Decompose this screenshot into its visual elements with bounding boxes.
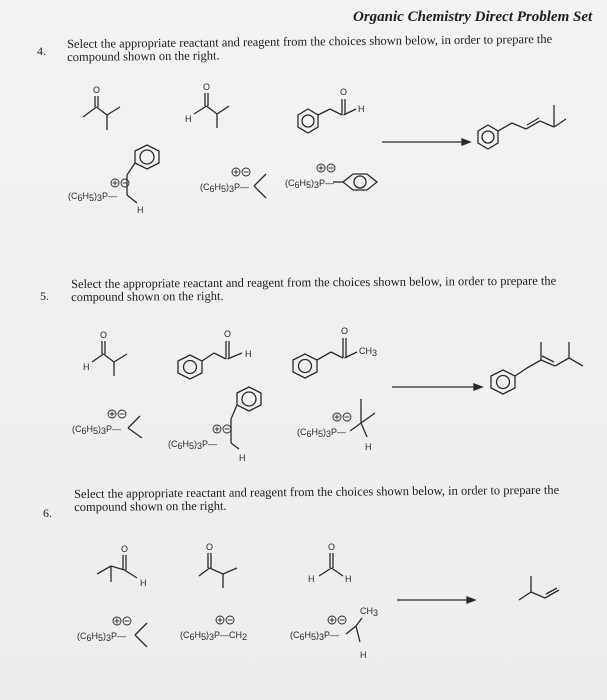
- triphenylphosphonium-label: (C6H5)3P—: [77, 631, 127, 643]
- hydrogen-label: H: [140, 578, 147, 588]
- hydrogen-label: H: [365, 442, 372, 452]
- triphenylphosphonium-label: (C6H5)3P—: [68, 191, 118, 203]
- triphenylphosphonium-label: (C6H5)3P—: [297, 427, 347, 439]
- hydrogen-label: H: [83, 362, 90, 372]
- hydrogen-label: H: [245, 349, 252, 359]
- triphenylphosphonium-label: (C6H5)3P—: [290, 630, 340, 642]
- hydrogen-label: H: [345, 574, 352, 584]
- question-5-text: [71, 275, 556, 304]
- question-6-number: 6.: [43, 506, 52, 520]
- hydrogen-label: H: [137, 205, 144, 215]
- hydrogen-label: H: [185, 114, 192, 124]
- methyl-label: CH3: [359, 346, 378, 358]
- triphenylphosphonium-label: (C6H5)3P—: [285, 178, 335, 190]
- q6-choice-ylide-ethylidene[interactable]: [288, 600, 388, 665]
- methyl-label: CH3: [360, 606, 379, 618]
- hydrogen-label: H: [360, 650, 367, 660]
- hydrogen-label: H: [239, 453, 246, 463]
- question-6-text-line1: Select the appropriate reactant and reagent from the choices shown below, in order to prepare the: [73, 482, 560, 501]
- oxygen-label: O: [341, 326, 349, 336]
- q6-product: [515, 572, 585, 612]
- oxygen-label: O: [328, 542, 336, 552]
- q6-choice-formaldehyde[interactable]: [305, 540, 365, 585]
- oxygen-label: O: [93, 85, 101, 95]
- hydrogen-label: H: [308, 574, 315, 584]
- question-5-text-line2: compound shown on the right.: [71, 288, 224, 304]
- q5-product: [483, 330, 603, 400]
- q5-choice-phenylacetone[interactable]: [285, 322, 395, 384]
- question-4-text: [67, 33, 552, 64]
- q5-choice-ylide-isobutylidene[interactable]: [295, 395, 395, 460]
- triphenylphosphonium-label: (C6H5)3P—: [200, 182, 250, 194]
- q5-choice-ylide-isopropylidene[interactable]: [70, 400, 165, 445]
- q5-reaction-arrow: [390, 380, 482, 394]
- page-title: Organic Chemistry Direct Problem Set: [353, 9, 593, 25]
- question-5-number: 5.: [40, 289, 49, 303]
- triphenylphosphonium-label: (C6H5)3P—: [168, 439, 218, 451]
- q6-reaction-arrow: [395, 593, 475, 607]
- question-6-text-line2: compound shown on the right.: [74, 498, 227, 514]
- question-4-number: 4.: [37, 44, 46, 58]
- q6-choice-ylide-methylide[interactable]: [178, 608, 273, 648]
- triphenylphosphonium-label: (C6H5)3P—: [72, 424, 122, 436]
- q4-choice-ylide-isopropylidene[interactable]: [198, 160, 288, 205]
- question-5-text-line1: Select the appropriate reactant and reagent from the choices shown below, in order to prepare the: [70, 273, 557, 291]
- q6-choice-isobutyraldehyde[interactable]: [85, 542, 165, 592]
- q4-choice-acetone-isopropyl[interactable]: [75, 85, 145, 135]
- q4-choice-isobutyraldehyde[interactable]: [182, 82, 252, 132]
- q4-choice-ylide-benzyl[interactable]: [65, 145, 175, 220]
- q5-choice-isobutyraldehyde[interactable]: [80, 330, 150, 382]
- hydrogen-label: H: [358, 104, 365, 114]
- oxygen-label: O: [121, 544, 129, 554]
- question-4-text-line1: Select the appropriate reactant and reagent from the choices shown below, in order to prepare the: [66, 31, 553, 51]
- triphenylphosphonium-label: (C6H5)3P—CH2: [180, 630, 248, 642]
- q6-choice-ylide-isopropylidene[interactable]: [75, 605, 170, 650]
- oxygen-label: O: [224, 329, 232, 339]
- oxygen-label: O: [203, 82, 211, 92]
- q4-reaction-arrow: [380, 135, 470, 149]
- q5-choice-ylide-benzyl[interactable]: [165, 385, 275, 465]
- oxygen-label: O: [100, 330, 108, 340]
- q4-choice-phenylacetaldehyde[interactable]: [290, 85, 380, 140]
- q5-choice-phenylacetaldehyde[interactable]: [170, 325, 270, 385]
- q4-choice-ylide-cyclohexylidene[interactable]: [283, 160, 393, 210]
- oxygen-label: O: [340, 87, 348, 97]
- q4-product: [470, 95, 580, 155]
- question-6-text: [74, 484, 559, 514]
- q6-choice-acetone-isopropyl[interactable]: [195, 540, 265, 590]
- oxygen-label: O: [206, 542, 214, 552]
- question-4-text-line2: compound shown on the right.: [67, 48, 220, 64]
